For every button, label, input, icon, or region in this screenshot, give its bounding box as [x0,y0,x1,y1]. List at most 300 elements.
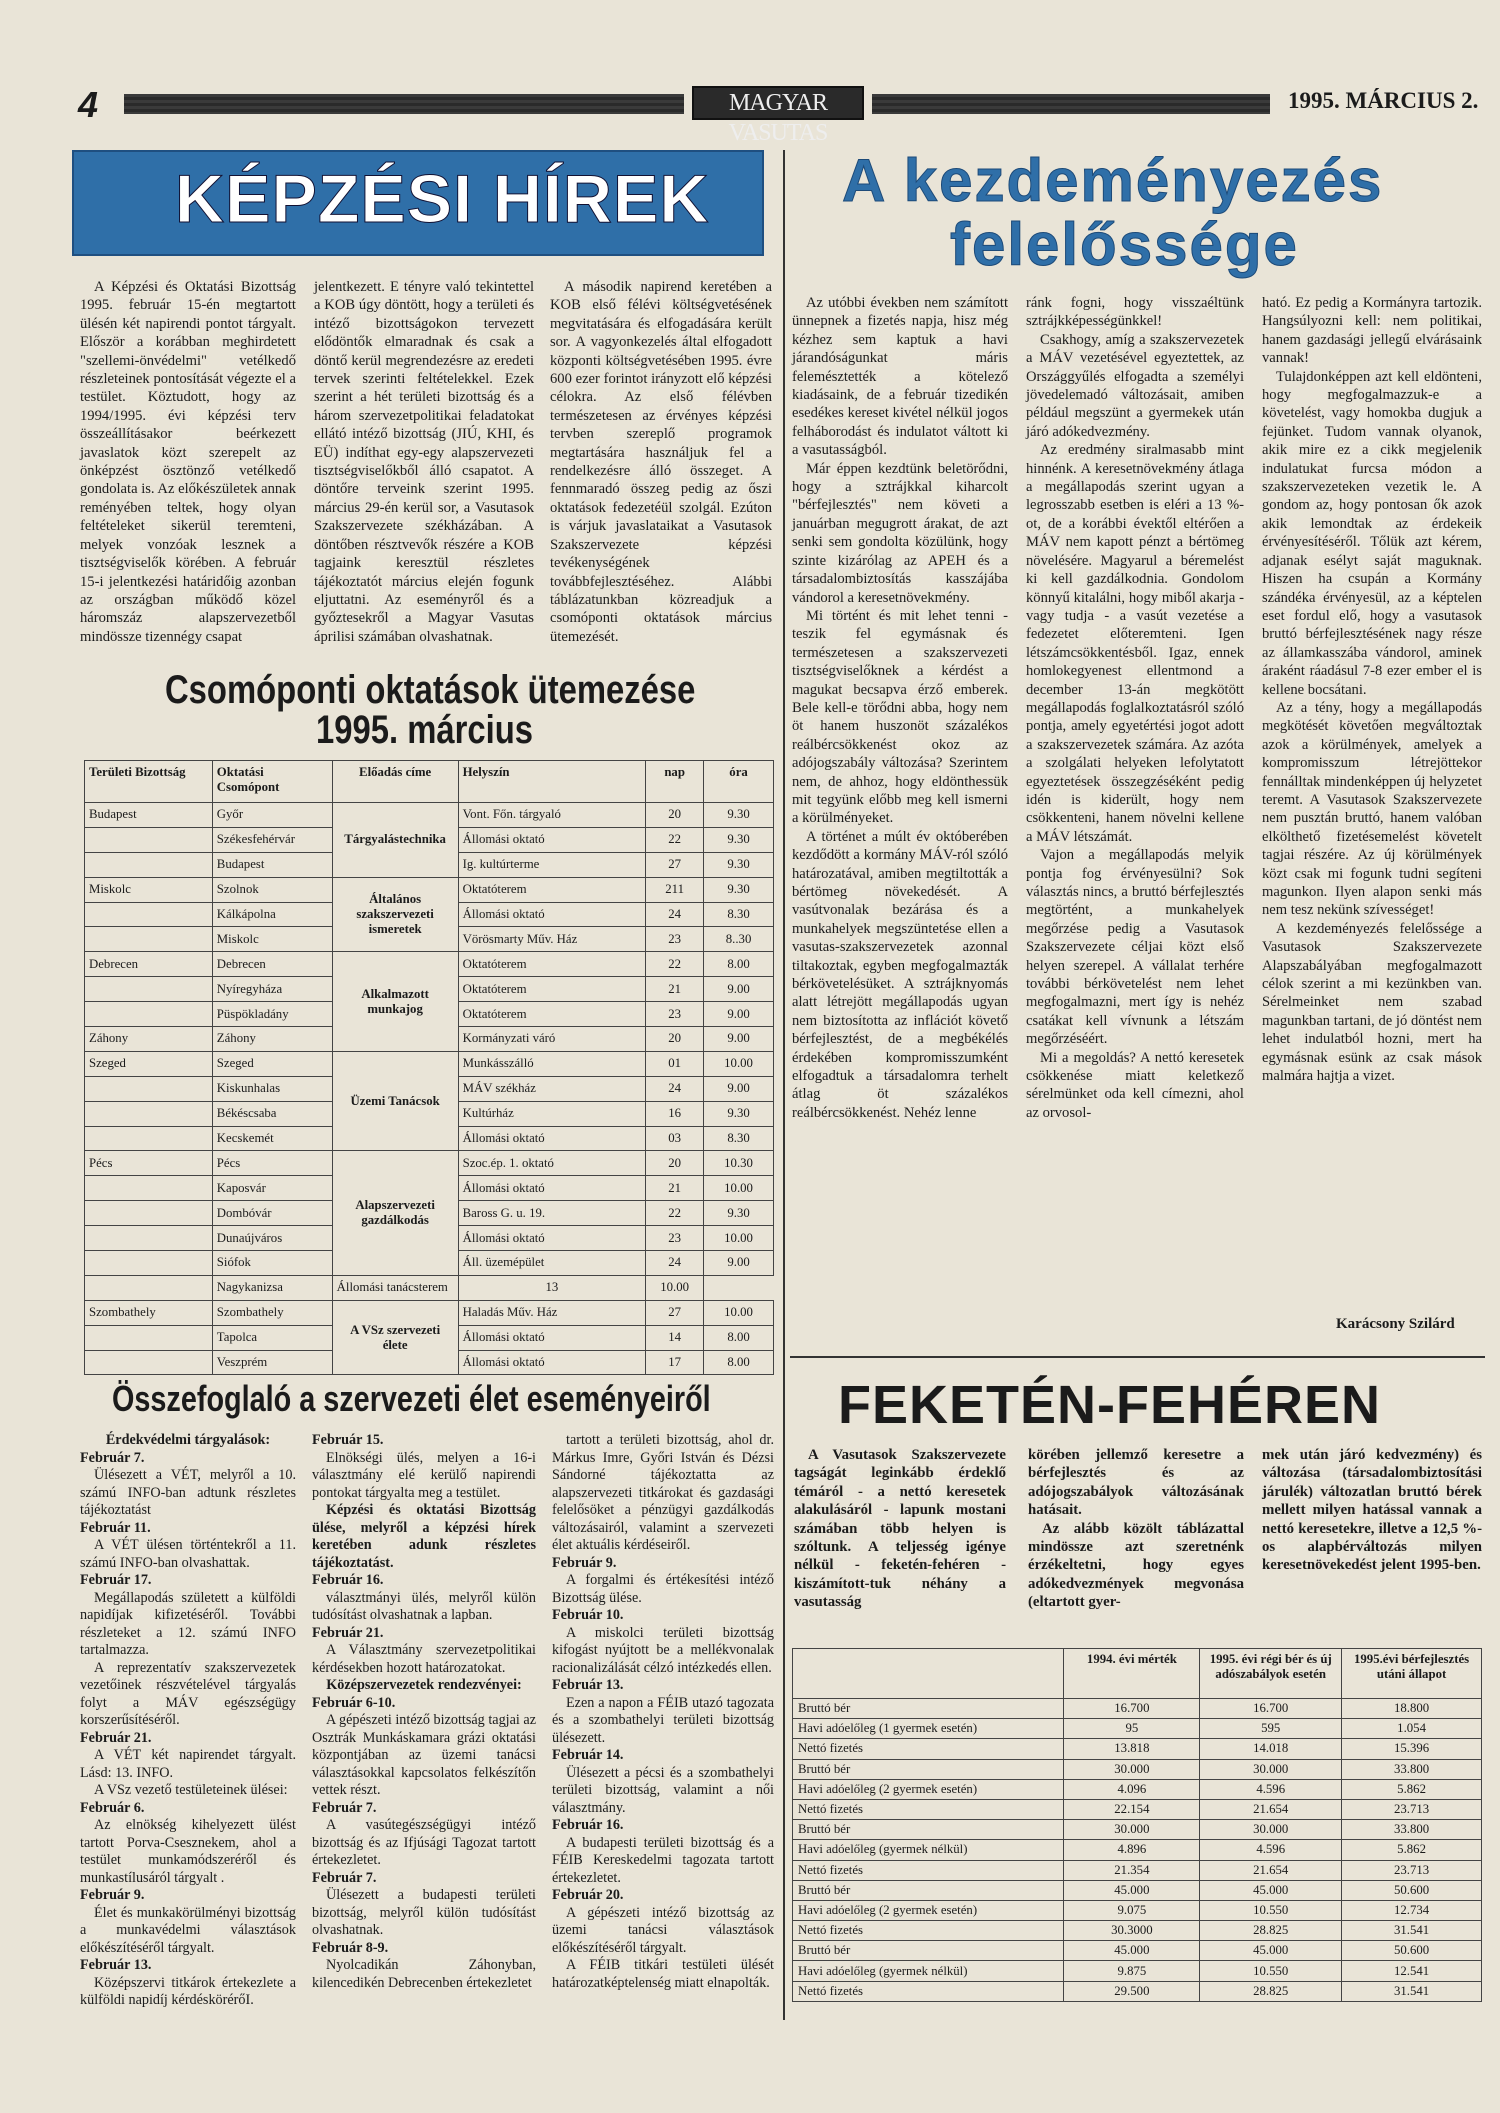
table-cell: Bruttó bér [793,1699,1064,1719]
event-entry: Február 16. [552,1817,624,1833]
table-cell: Tapolca [212,1325,332,1350]
table-cell: 9.00 [704,977,774,1002]
event-entry: Február 11. [80,1519,151,1536]
table-cell: 21.354 [1064,1860,1200,1880]
table-cell: 14.018 [1200,1739,1342,1759]
table-cell: Záhony [85,1027,213,1052]
table-cell: 4.596 [1200,1779,1342,1799]
table-row [793,1799,1482,1819]
table-cell: 20 [646,1151,704,1176]
paragraph: ható. Ez pedig a Kormányra tartozik. Hangsúlyozni kell: nem politikai, hanem gazdasági jellegű elvárásaink vannak! [1262,295,1482,367]
event-entry: A VSz vezető testületeinek ülései: [94,1782,288,1798]
kezdemenyezes-col1 [792,294,1008,1122]
table-cell: 9.00 [704,1027,774,1052]
table-cell: Nettó fizetés [793,1921,1064,1941]
table-cell: Oktatóterem [458,977,646,1002]
table-cell: Debrecen [212,952,332,977]
table-cell: 9.30 [704,827,774,852]
table-cell: Dombóvár [212,1201,332,1226]
kepzesi-title: KÉPZÉSI HÍREK [175,161,710,237]
table-cell: 22 [646,827,704,852]
event-entry: tartott a területi bizottság, ahol dr. Márkus Imre, Győri István és Dézsi Sándorné tájékoztatta az alapszervezeti titkárokat és gazdasági felelősöket a pénzügyi gazdálkodás változásairól, valamint a szervezeti élet aktuális kérdéseiről. [552,1432,774,1553]
table-cell: 9.075 [1064,1900,1200,1920]
table-row [85,877,774,902]
event-entry: Az elnökség kihelyezett ülést tartott Porva-Csesznekem, ahol a testület munkamódszeréről és munkastílusáról tárgyalt . [80,1817,296,1886]
table-cell: Áll. üzemépület [458,1251,646,1276]
table-cell: 9.30 [704,1101,774,1126]
table-cell: 21 [646,977,704,1002]
table-cell: Miskolc [85,877,213,902]
table-cell: 29.500 [1064,1981,1200,2001]
schedule-subtitle: 1995. március [316,708,534,752]
table-cell: Pécs [85,1151,213,1176]
event-entry: választmányi ülés, melyről külön tudósítást olvashatnak a lapban. [312,1589,536,1623]
table-cell: Alkalmazott munkajog [332,952,458,1052]
table-cell: 31.541 [1342,1981,1482,2001]
table-cell: Kultúrház [458,1101,646,1126]
table-header-row [85,761,774,803]
table-cell: Havi adóelőleg (2 gyermek esetén) [793,1900,1064,1920]
table-cell: 22 [646,1201,704,1226]
table-cell: 45.000 [1200,1941,1342,1961]
paragraph: Vajon a megállapodás melyik pontja fog érvényesülni? Sok választás nincs, a bruttó bérfejlesztés megtörtént, a munkahelyek megőrzése pedig a Vasutasok Szakszervezete céljai közt első helyen szerepel. A vállalat terhére további bérkövetelést nem lehet megfogalmazni, mert így is nehéz csatákat kell vívnunk a létszám megőrzéséért. [1026,847,1244,1048]
table-row [793,1759,1482,1779]
table-cell: 8.00 [704,952,774,977]
event-entry: Ülésezett a pécsi és a szombathelyi területi bizottság, valamint a női választmány. [552,1764,774,1816]
table-cell: 24 [646,902,704,927]
table-cell: 23.713 [1342,1860,1482,1880]
table-cell: 50.600 [1342,1880,1482,1900]
table-cell: Oktatóterem [458,952,646,977]
table-cell: Állomási oktató [458,1126,646,1151]
table-cell: 23 [646,927,704,952]
table-cell: 5.862 [1342,1779,1482,1799]
page-number: 4 [78,84,99,125]
table-cell: Nettó fizetés [793,1981,1064,2001]
table-cell [85,1176,213,1201]
table-cell: 9.00 [704,1251,774,1276]
paragraph: Az a tény, hogy a megállapodás megkötését követően megváltoztak azok a körülmények, amelyek a kompromisszum létrejöttekor fennálltak mindenképpen új helyzetet teremt. A Vasutasok Szakszervezete nem pusztán bruttó, hanem valóban elkölthető fizetésemelést követelt tagjai részére. Az új körülmények közt csak mi fogunk tudni segíteni magunkon. Ilyen alapon senki más nem tesz nekünk szívességet! [1262,699,1482,919]
header-cell: Területi Bizottság [85,761,213,803]
header-cell: Helyszín [458,761,646,803]
table-cell: Budapest [85,803,213,828]
table-cell: 8.30 [704,902,774,927]
kepzesi-col2: jelentkezett. E tényre való tekintettel a KOB úgy döntött, hogy a területi és intéző bizottságokon tervezett elődöntők elmaradnak és csak a döntő kerül megrendezésre az eredeti tervek szerinti feltételekkel. Ezek szerint a hét területi bizottság és a három szervezetpolitikai feladatokat ellátó intéző bizottság (JIÚ, KHI, és EÜ) indíthat egy-egy alapszervezeti tisztségviselőkből álló csapatot. A döntőre terveink szerint 1995. március 29-én kerül sor, a Vasutasok Szakszervezete székházában. A döntőben résztvevők részére a KOB tagjaink keresztül részletes tájékoztatót március elején fogunk eljuttatni. Az eseményről és a győztesekről a Magyar Vasutas áprilisi számában olvashatnak. [314,279,534,645]
event-entry: Február 21. [80,1729,152,1746]
table-cell: Általános szakszervezeti ismeretek [332,877,458,952]
header-cell [793,1649,1064,1699]
table-cell: 16.700 [1064,1699,1200,1719]
table-cell [85,1076,213,1101]
table-cell: Pécs [212,1151,332,1176]
event-entry: Érdekvédelmi tárgyalások: [105,1432,271,1448]
table-cell: 24 [646,1251,704,1276]
header-cell: óra [704,761,774,803]
feketen-col2: körében jellemző keresetre a bérfejlesztés és az adójogszabályok változásának hatásait. Az alább közölt táblázattal mindössze azt szeretnénk érzékeltetni, hogy egyes adókedvezmények megvonása (eltartott gyer- [1028,1447,1244,1611]
table-cell: Haladás Műv. Ház [458,1300,646,1325]
table-cell: Ig. kultúrterme [458,852,646,877]
event-entry: Február 7. [312,1869,377,1886]
osszefoglalo-col2 [312,1432,536,1992]
kezdemenyezes-subtitle: felelőssége [950,211,1299,278]
header-rule-left [124,94,684,114]
schedule-table [84,760,774,1375]
table-cell: Állomási oktató [458,827,646,852]
event-entry: Február 9. [80,1887,145,1903]
section-rule [790,1356,1485,1358]
table-row [793,1860,1482,1880]
header-cell: 1995. évi régi bér és új adószabályok esetén [1200,1649,1342,1699]
table-cell: 10.00 [704,1226,774,1251]
table-cell [85,977,213,1002]
table-cell [85,1101,213,1126]
table-cell: Záhony [212,1027,332,1052]
table-cell: 12.734 [1342,1900,1482,1920]
table-cell: Állomási oktató [458,1226,646,1251]
table-cell: 22.154 [1064,1799,1200,1819]
table-cell: 20 [646,803,704,828]
table-cell: Vont. Főn. tárgyaló [458,803,646,828]
table-row [793,1921,1482,1941]
event-entry: A budapesti területi bizottság és a FÉIB Kereskedelmi tagozata tartott értekezletet. [552,1834,774,1886]
table-cell: 16.700 [1200,1699,1342,1719]
table-cell [85,1275,213,1300]
table-cell: 30.3000 [1064,1921,1200,1941]
table-cell: 9.30 [704,803,774,828]
kezdemenyezes-col2 [1026,294,1244,1122]
table-cell: 03 [646,1126,704,1151]
table-cell: 28.825 [1200,1921,1342,1941]
table-cell [85,902,213,927]
table-cell: 24 [646,1076,704,1101]
table-row [793,1779,1482,1799]
table-cell: Havi adóelőleg (1 gyermek esetén) [793,1719,1064,1739]
table-cell [85,1325,213,1350]
table-cell: 10.00 [704,1051,774,1076]
paragraph: A történet a múlt év októberében kezdődött a kormány MÁV-ról szóló határozatával, amiben megtiltották a bértömeg növekedését. A vasútvonalak bezárása és a munkahelyek megszüntetése ellen a vasutas-szakszervezetek azonnal tiltakoztak, egyben megfogalmazták bérkövetelésüket. A sztrájknyomás alatt létrejött megállapodás ugyan nem biztosította az inflációt követő bérfejlesztést, de a megbékélés érdekében kompromisszumként elfogadtuk a társadalomra terhelt átlag öt százalékos reálbércsökkenést. Nehéz lenne [792,828,1008,1121]
table-cell: 9.00 [704,1002,774,1027]
event-entry: Középszervi titkárok értekezlete a külföldi napidíj kérdéskörérőI. [80,1974,296,2008]
table-cell: Állomási oktató [458,1176,646,1201]
table-cell: Állomási oktató [458,902,646,927]
table-cell: Állomási oktató [458,1325,646,1350]
event-entry: A vasútegészségügyi intéző bizottság és az Ifjúsági Tagozat tartott értekezletet. [312,1817,536,1868]
table-cell: Szeged [85,1051,213,1076]
table-cell: 20 [646,1027,704,1052]
event-entry: A gépészeti intéző bizottság az üzemi tanácsi választások előkészítéséről tárgyalt. [552,1904,774,1956]
table-cell: 10.550 [1200,1900,1342,1920]
event-entry: Február 9. [552,1554,617,1571]
table-row [85,952,774,977]
table-cell: Bruttó bér [793,1820,1064,1840]
event-entry: Nyolcadikán Záhonyban, kilencedikén Debrecenben értekezletet [312,1957,536,1991]
table-cell: 95 [1064,1719,1200,1739]
table-cell: 12.541 [1342,1961,1482,1981]
salary-table [792,1648,1482,2002]
table-cell: 23 [646,1226,704,1251]
table-cell: Miskolc [212,927,332,952]
table-cell: 16 [646,1101,704,1126]
table-cell: 33.800 [1342,1820,1482,1840]
osszefoglalo-col1 [80,1432,296,2010]
table-cell: 17 [646,1350,704,1375]
table-cell: Szombathely [212,1300,332,1325]
table-cell: 9.30 [704,1201,774,1226]
table-cell: 8.30 [704,1126,774,1151]
event-entry: A Választmány szervezetpolitikai kérdésekben hozott határozatokat. [312,1642,536,1676]
table-cell: Veszprém [212,1350,332,1375]
table-row [793,1981,1482,2001]
table-cell: Bruttó bér [793,1759,1064,1779]
header-cell: nap [646,761,704,803]
table-cell: Nyíregyháza [212,977,332,1002]
event-entry: Középszervezetek rendezvényei: [326,1677,522,1693]
table-cell: Bruttó bér [793,1880,1064,1900]
paragraph: Mi a megoldás? A nettó keresetek csökkenése miatt keletkező sérelmünket oda kell címezni, ahol az orvosol- [1026,1049,1244,1121]
header-cell: 1994. évi mérték [1064,1649,1200,1699]
table-cell: 9.30 [704,877,774,902]
table-cell: 50.600 [1342,1941,1482,1961]
event-entry: Február 21. [312,1624,384,1641]
table-cell: Székesfehérvár [212,827,332,852]
paragraph: Már éppen kezdtünk beletörődni, hogy a sztrájkkal kiharcolt "bérfejlesztés" nem követi a januárban megugrott árakat, de azt senki sem gondolta közülünk, hogy szinte kizárólag az APEH és a társadalombiztosítás kasszájába vándorol a keresetnövekmény. [792,460,1008,606]
table-cell [85,1201,213,1226]
event-entry: Élet és munkakörülményi bizottság a munkavédelmi választások előkészítéséről tárgyalt. [80,1904,296,1956]
feketen-col1: A Vasutasok Szakszervezete tagságát leginkább érdeklő témáról - a nettó keresetek alakulásáról - lapunk mostani számában több helyen is szóltunk. A teljesség igénye nélkül - feketén-fehéren -kiszámított-tuk néhány a vasutasság [794,1447,1006,1611]
table-cell: Munkásszálló [458,1051,646,1076]
table-cell: Havi adóelőleg (gyermek nélkül) [793,1840,1064,1860]
event-entry: Ülésezett a VÉT, melyről a 10. számú INFO-ban adtunk részletes tájékoztatást [80,1467,296,1518]
event-entry: Február 16. [312,1572,384,1588]
paragraph: ránk fogni, hogy visszaéltünk sztrájkképességünkkel! [1026,295,1244,330]
table-cell: 23.713 [1342,1799,1482,1819]
table-cell: 4.896 [1064,1840,1200,1860]
table-cell: Kiskunhalas [212,1076,332,1101]
table-cell: MÁV székház [458,1076,646,1101]
osszefoglalo-col3 [552,1432,774,1992]
table-cell: 21.654 [1200,1860,1342,1880]
table-cell: 10.00 [704,1300,774,1325]
paragraph: Mi történt és mit lehet tenni - teszik fel egymásnak és természetesen a szakszervezeti tisztségviselőknek a kérdést a magukat becsapva érző emberek. Bele kell-e törődni abba, hogy nem öt hanem huszonöt százalékos reálbércsökkenést okoz az adójogszabály változása? Szerintem nem, de ahhoz, hogy eldönthessük mit tegyünk előbb meg kell ismerni a körülményeket. [792,607,1008,827]
kezdemenyezes-title: A kezdeményezés [842,147,1384,214]
table-cell: Nettó fizetés [793,1739,1064,1759]
event-entry: A gépészeti intéző bizottság tagjai az Osztrák Munkáskamara grázi oktatási központjában az üzemi tanácsi választásokkal kapcsolatos felkészítőn vettek részt. [312,1712,536,1798]
table-cell: Baross G. u. 19. [458,1201,646,1226]
table-cell: Budapest [212,852,332,877]
table-cell: 28.825 [1200,1981,1342,2001]
table-cell: Nagykanizsa [212,1275,332,1300]
author: Karácsony Szilárd [1336,1316,1455,1332]
event-entry: Február 17. [80,1572,152,1588]
table-cell: Állomási oktató [458,1350,646,1375]
table-row [85,1151,774,1176]
event-entry: Elnökségi ülés, melyen a 16-i választmány elé kerülő napirendi pontokat tárgyalta meg a testület. [312,1449,536,1501]
table-cell: Üzemi Tanácsok [332,1051,458,1151]
table-cell: Siófok [212,1251,332,1276]
table-cell: 14 [646,1325,704,1350]
table-cell: 21.654 [1200,1799,1342,1819]
table-cell: Havi adóelőleg (gyermek nélkül) [793,1961,1064,1981]
table-cell: Debrecen [85,952,213,977]
table-cell: 30.000 [1064,1820,1200,1840]
table-cell: Szolnok [212,877,332,902]
header-cell: 1995.évi bérfejlesztés utáni állapot [1342,1649,1482,1699]
schedule-title: Csomóponti oktatások ütemezése [165,668,696,712]
table-cell: 211 [646,877,704,902]
table-cell: 10.550 [1200,1961,1342,1981]
table-cell: 45.000 [1200,1880,1342,1900]
table-cell [85,1251,213,1276]
table-row [793,1961,1482,1981]
table-cell: 21 [646,1176,704,1201]
table-cell: Kálkápolna [212,902,332,927]
table-row [793,1880,1482,1900]
table-cell: 8.00 [704,1350,774,1375]
table-row [793,1699,1482,1719]
event-entry: Február 6. [80,1799,145,1816]
event-entry: Megállapodás született a külföldi napidíjak kifizetéséről. További részleteket a 12. számú INFO tartalmazza. [80,1589,296,1658]
table-cell: 10.30 [704,1151,774,1176]
table-cell: Oktatóterem [458,877,646,902]
table-cell: Győr [212,803,332,828]
table-cell: Békéscsaba [212,1101,332,1126]
table-cell: 22 [646,952,704,977]
header-cell: Oktatási Csomópont [212,761,332,803]
event-entry: A VÉT két napirendet tárgyalt. Lásd: 13. INFO. [80,1747,296,1781]
event-entry: A VÉT ülésen történtekről a 11. számú INFO-ban olvashattak. [80,1537,296,1571]
table-cell: 30.000 [1064,1759,1200,1779]
header-cell: Előadás címe [332,761,458,803]
table-cell: 15.396 [1342,1739,1482,1759]
table-cell: 10.00 [646,1275,704,1300]
table-cell: 45.000 [1064,1880,1200,1900]
table-cell: Oktatóterem [458,1002,646,1027]
table-cell: 18.800 [1342,1699,1482,1719]
event-entry: Február 8-9. [312,1939,389,1956]
event-entry: Február 15. [312,1432,384,1448]
table-cell: Havi adóelőleg (2 gyermek esetén) [793,1779,1064,1799]
paragraph: Az eredmény siralmasabb mint hinnénk. A keresetnövekmény átlaga a megállapodás szerint ugyan a legrosszabb esetben is eléri a 13 %-ot, de a korábbi évektől eltérően a MÁV nem kapott pénzt a bértömeg növelésére. Magyarul a béremelést ki kell gazdálkodnia. Gondolom könnyű kitalálni, hogy miből akarja - vagy tudja - a vasút vezetése a fedezetet előteremteni. Igen létszámcsökkentésből. Igaz, ennek homlokegyenest ellentmond a december 13-án megkötött megállapodás foglalkoztatásról szóló pontja, amely egyetértési jogot adott a szakszervezetek számára. Az azóta a szolgálati helyeken lefolytatott egyeztetések összegzéséként pedig idén is kiderült, hogy nem csökkenteni, hanem növelni kellene a MÁV létszámát. [1026,442,1244,845]
table-cell: Nettó fizetés [793,1860,1064,1880]
event-entry: A reprezentatív szakszervezetek vezetőinek részvételével tárgyalás folyt a MÁV egészségügy korszerűsítéséről. [80,1659,296,1728]
masthead: MAGYAR VASUTAS [692,86,864,120]
event-entry: A FÉIB titkári testületi ülését határozatképtelenség miatt elnapolták. [552,1957,774,1991]
table-cell [85,1126,213,1151]
table-header-row [793,1649,1482,1699]
table-cell: 8.00 [704,1325,774,1350]
feketen-title: FEKETÉN-FEHÉREN [838,1375,1382,1435]
table-cell: Állomási tanácsterem [332,1275,458,1300]
paragraph: Csakhogy, amíg a szakszervezetek a MÁV vezetésével egyeztettek, az Országgyűlés elfogadta a személyi jövedelemadó változásait, amiben például megszünt a gyermekek után járó adókedvezmény. [1026,331,1244,440]
table-cell: Tárgyalástechnika [332,803,458,878]
table-cell: Kecskemét [212,1126,332,1151]
table-cell: Vörösmarty Műv. Ház [458,927,646,952]
feketen-col3: mek után járó kedvezmény) és változása (társadalombiztosítási járulék) változatlan bruttó bérek mellett milyen hatással vannak a nettó keresetekre, illetve a 12,5 %-os alapbérváltozás milyen keresetnövekedést jelent 1995-ben. [1262,1447,1482,1574]
table-cell: 5.862 [1342,1840,1482,1860]
event-entry: A miskolci területi bizottság kifogást nyújtott be a mellékvonalak racionalizálását célzó intézkedés ellen. [552,1624,774,1676]
event-entry: Február 20. [552,1887,624,1903]
event-entry: A forgalmi és értékesítési intéző Bizottság ülése. [552,1572,774,1606]
table-cell: Dunaújváros [212,1226,332,1251]
kepzesi-col1: A Képzési és Oktatási Bizottság 1995. február 15-én megtartott ülésén két napirendi pontot tárgyalt. Először a korábban meghirdetett "szellemi-önvédelmi" vetélkedő részleteinek pontosítását végezte el a testület. Köztudott, hogy az 1994/1995. évi képzési terv összeállításakor beérkezett javaslatok közt szerepelt az önképzést ösztönző vetélkedő gondolata is. Az előkészületek annak reményében teltek, hogy olyan feltételeket sikerül teremteni, melyek vonzóak lesznek a tisztségviselők körében. A február 15-i jelentkezési határidőig azonban az országban működő közel háromszáz alapszervezetből mindössze tizennégy csapat [80,279,296,645]
table-cell: 13.818 [1064,1739,1200,1759]
header-rule-right [872,94,1270,114]
event-entry: Február 13. [80,1957,152,1973]
event-entry: Február 10. [552,1607,624,1623]
paragraph: Az utóbbi években nem számított ünnepnek a fizetés napja, hisz még kézhez sem kaptuk a havi járandóságunkat máris felemésztették a kötelező kiadásaink, de a február tizedikén esedékes kereset kivétel nélkül jogos felháborodást és indulatot váltott ki a vasutasságból. [792,295,1008,459]
table-cell: Kormányzati váró [458,1027,646,1052]
table-cell: Kaposvár [212,1176,332,1201]
table-cell [85,852,213,877]
table-cell: 8..30 [704,927,774,952]
table-cell: 10.00 [704,1176,774,1201]
table-cell: 45.000 [1064,1941,1200,1961]
table-cell: 31.541 [1342,1921,1482,1941]
event-entry: Február 6-10. [312,1694,396,1711]
table-cell: 30.000 [1200,1759,1342,1779]
table-row [793,1941,1482,1961]
table-cell: Püspökladány [212,1002,332,1027]
table-cell: 30.000 [1200,1820,1342,1840]
table-cell: Szeged [212,1051,332,1076]
table-cell: 27 [646,1300,704,1325]
table-cell: 33.800 [1342,1759,1482,1779]
table-row [85,803,774,828]
table-cell: 1.054 [1342,1719,1482,1739]
kezdemenyezes-col3 [1262,294,1482,1085]
table-cell: 9.00 [704,1076,774,1101]
event-entry: Képzési és oktatási Bizottság ülése, melyről a képzési hírek keretében adunk részletes tájékoztatást. [312,1502,536,1571]
event-entry: Ülésezett a budapesti területi bizottság, melyről külön tudósítást olvashatnak. [312,1887,536,1938]
table-cell [85,827,213,852]
issue-date: 1995. MÁRCIUS 2. [1288,88,1479,113]
event-entry: Február 13. [552,1677,624,1693]
kepzesi-col3: A második napirend keretében a KOB első félévi költségvetésének megvitatására és elfogadására került sor. A vagyonkezelés által elfogadott központi költségvetésében 1995. évre 600 ezer forintot irányzott elő képzési célokra. Az első félévben természetesen az érvényes képzési tervben szereplő programok megtartására használjuk fel a rendelkezésre álló összeget. A fennmaradó összeg pedig az őszi oktatások fedezetéül szolgál. Ezúton is várjuk javaslataikat a Vasutasok Szakszervezete képzési tevékenységének továbbfejlesztéséhez. Alábbi táblázatunkban közreadjuk a csomóponti oktatások március ütemezését. [550,279,772,645]
table-cell [85,1002,213,1027]
table-cell: 01 [646,1051,704,1076]
event-entry: Február 7. [80,1449,145,1466]
table-cell: Bruttó bér [793,1941,1064,1961]
table-cell: 27 [646,852,704,877]
table-cell: 4.596 [1200,1840,1342,1860]
paragraph: A kezdeményezés felelőssége a Vasutasok Szakszervezete Alapszabályában megfogalmazott célok szerint a mi kezünkben van. Sérelmeinket nem szabad magunkban tartani, de jó döntést nem lehet indulatból hozni, mert ha egymásnak esünk az csak mások malmára hajtja a vizet. [1262,920,1482,1085]
table-row [793,1739,1482,1759]
table-cell: 595 [1200,1719,1342,1739]
table-row [793,1900,1482,1920]
event-entry: Február 14. [552,1747,624,1763]
table-cell: 9.875 [1064,1961,1200,1981]
table-cell: Alapszervezeti gazdálkodás [332,1151,458,1275]
table-row [793,1719,1482,1739]
event-entry: Február 7. [312,1799,377,1816]
table-row [793,1820,1482,1840]
event-entry: Ezen a napon a FÉIB utazó tagozata és a szombathelyi területi bizottság ülésezett. [552,1694,774,1746]
table-cell: A VSz szervezeti élete [332,1300,458,1375]
column-divider [783,150,785,2020]
table-cell [85,927,213,952]
table-cell [85,1350,213,1375]
paragraph: Tulajdonképpen azt kell eldönteni, hogy megfogalmazzuk-e a követelést, vagy homokba dugjuk a fejünket. Tudom vannak olyanok, akik mire ez a cikk megjelenik indulatukat furcsa módon a szakszervezeteken vezetik le. A gondom az, hogy pontosan ők azok akik lemondtak az érdekeik érvényesítéséről. Tőlük azt kérem, adjanak esélyt saját maguknak. Hiszen ha csupán a Kormány szándéka érvényesül, az a képtelen eset fordul elő, hogy a vasutasok bruttó bérfejlesztésének nagy része az államkasszába vándorol, aminek áraként ráadásul 7-8 ezer ember el is kellene bocsátani. [1262,368,1482,698]
osszefoglalo-title: Összefoglaló a szervezeti élet eseményeiről [112,1378,711,1419]
table-row [85,1275,774,1300]
table-cell: 23 [646,1002,704,1027]
table-row [85,1051,774,1076]
table-cell: 9.30 [704,852,774,877]
table-cell: 4.096 [1064,1779,1200,1799]
table-cell: Nettó fizetés [793,1799,1064,1819]
table-cell: 13 [458,1275,646,1300]
table-cell: Szoc.ép. 1. oktató [458,1151,646,1176]
